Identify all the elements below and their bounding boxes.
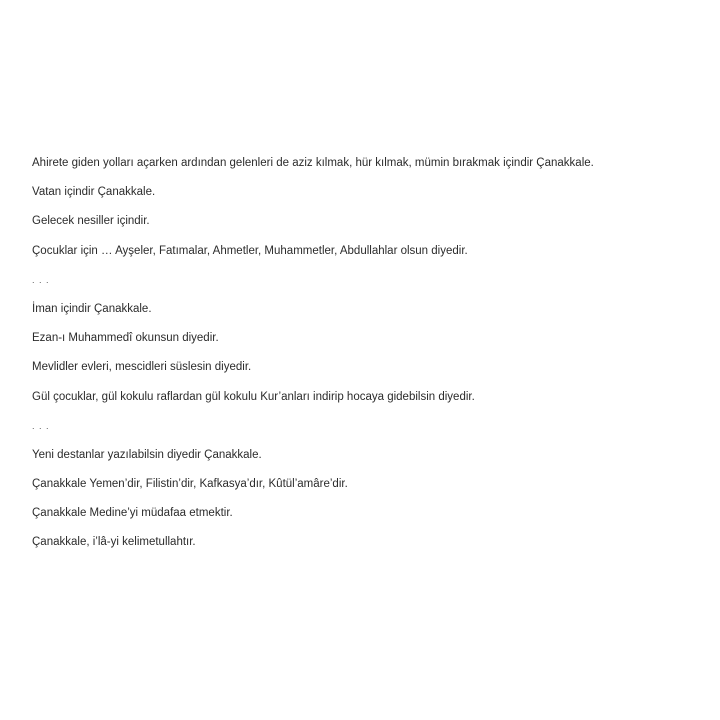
text-line: Çanakkale Medine’yi müdafaa etmektir. [32,507,233,520]
text-line: Mevlidler evleri, mescidleri süslesin diyedir. [32,361,252,374]
text-line: Gül çocuklar, gül kokulu raflardan gül kokulu Kur’anları indirip hocaya gidebilsin diyedir. [32,390,475,403]
text-line: Vatan içindir Çanakkale. [32,186,156,199]
text-line: Çanakkale Yemen’dir, Filistin’dir, Kafkasya’dır, Kûtül’amâre’dir. [32,478,348,491]
text-line: Gelecek nesiller içindir. [32,215,150,228]
text-line: Çanakkale, i’lâ-yi kelimetullahtır. [32,536,196,549]
text-line: Çocuklar için … Ayşeler, Fatımalar, Ahmetler, Muhammetler, Abdullahlar olsun diyedir. [32,244,468,257]
ellipsis-separator: . . . [32,420,50,431]
document-text [32,154,702,563]
text-line: İman içindir Çanakkale. [32,302,152,315]
ellipsis-separator: . . . [32,274,50,285]
text-line: Yeni destanlar yazılabilsin diyedir Çanakkale. [32,448,262,461]
text-line: Ahirete giden yolları açarken ardından gelenleri de aziz kılmak, hür kılmak, mümin bırakmak içindir Çanakkale. [32,157,594,169]
text-line: Ezan-ı Muhammedî okunsun diyedir. [32,332,219,345]
